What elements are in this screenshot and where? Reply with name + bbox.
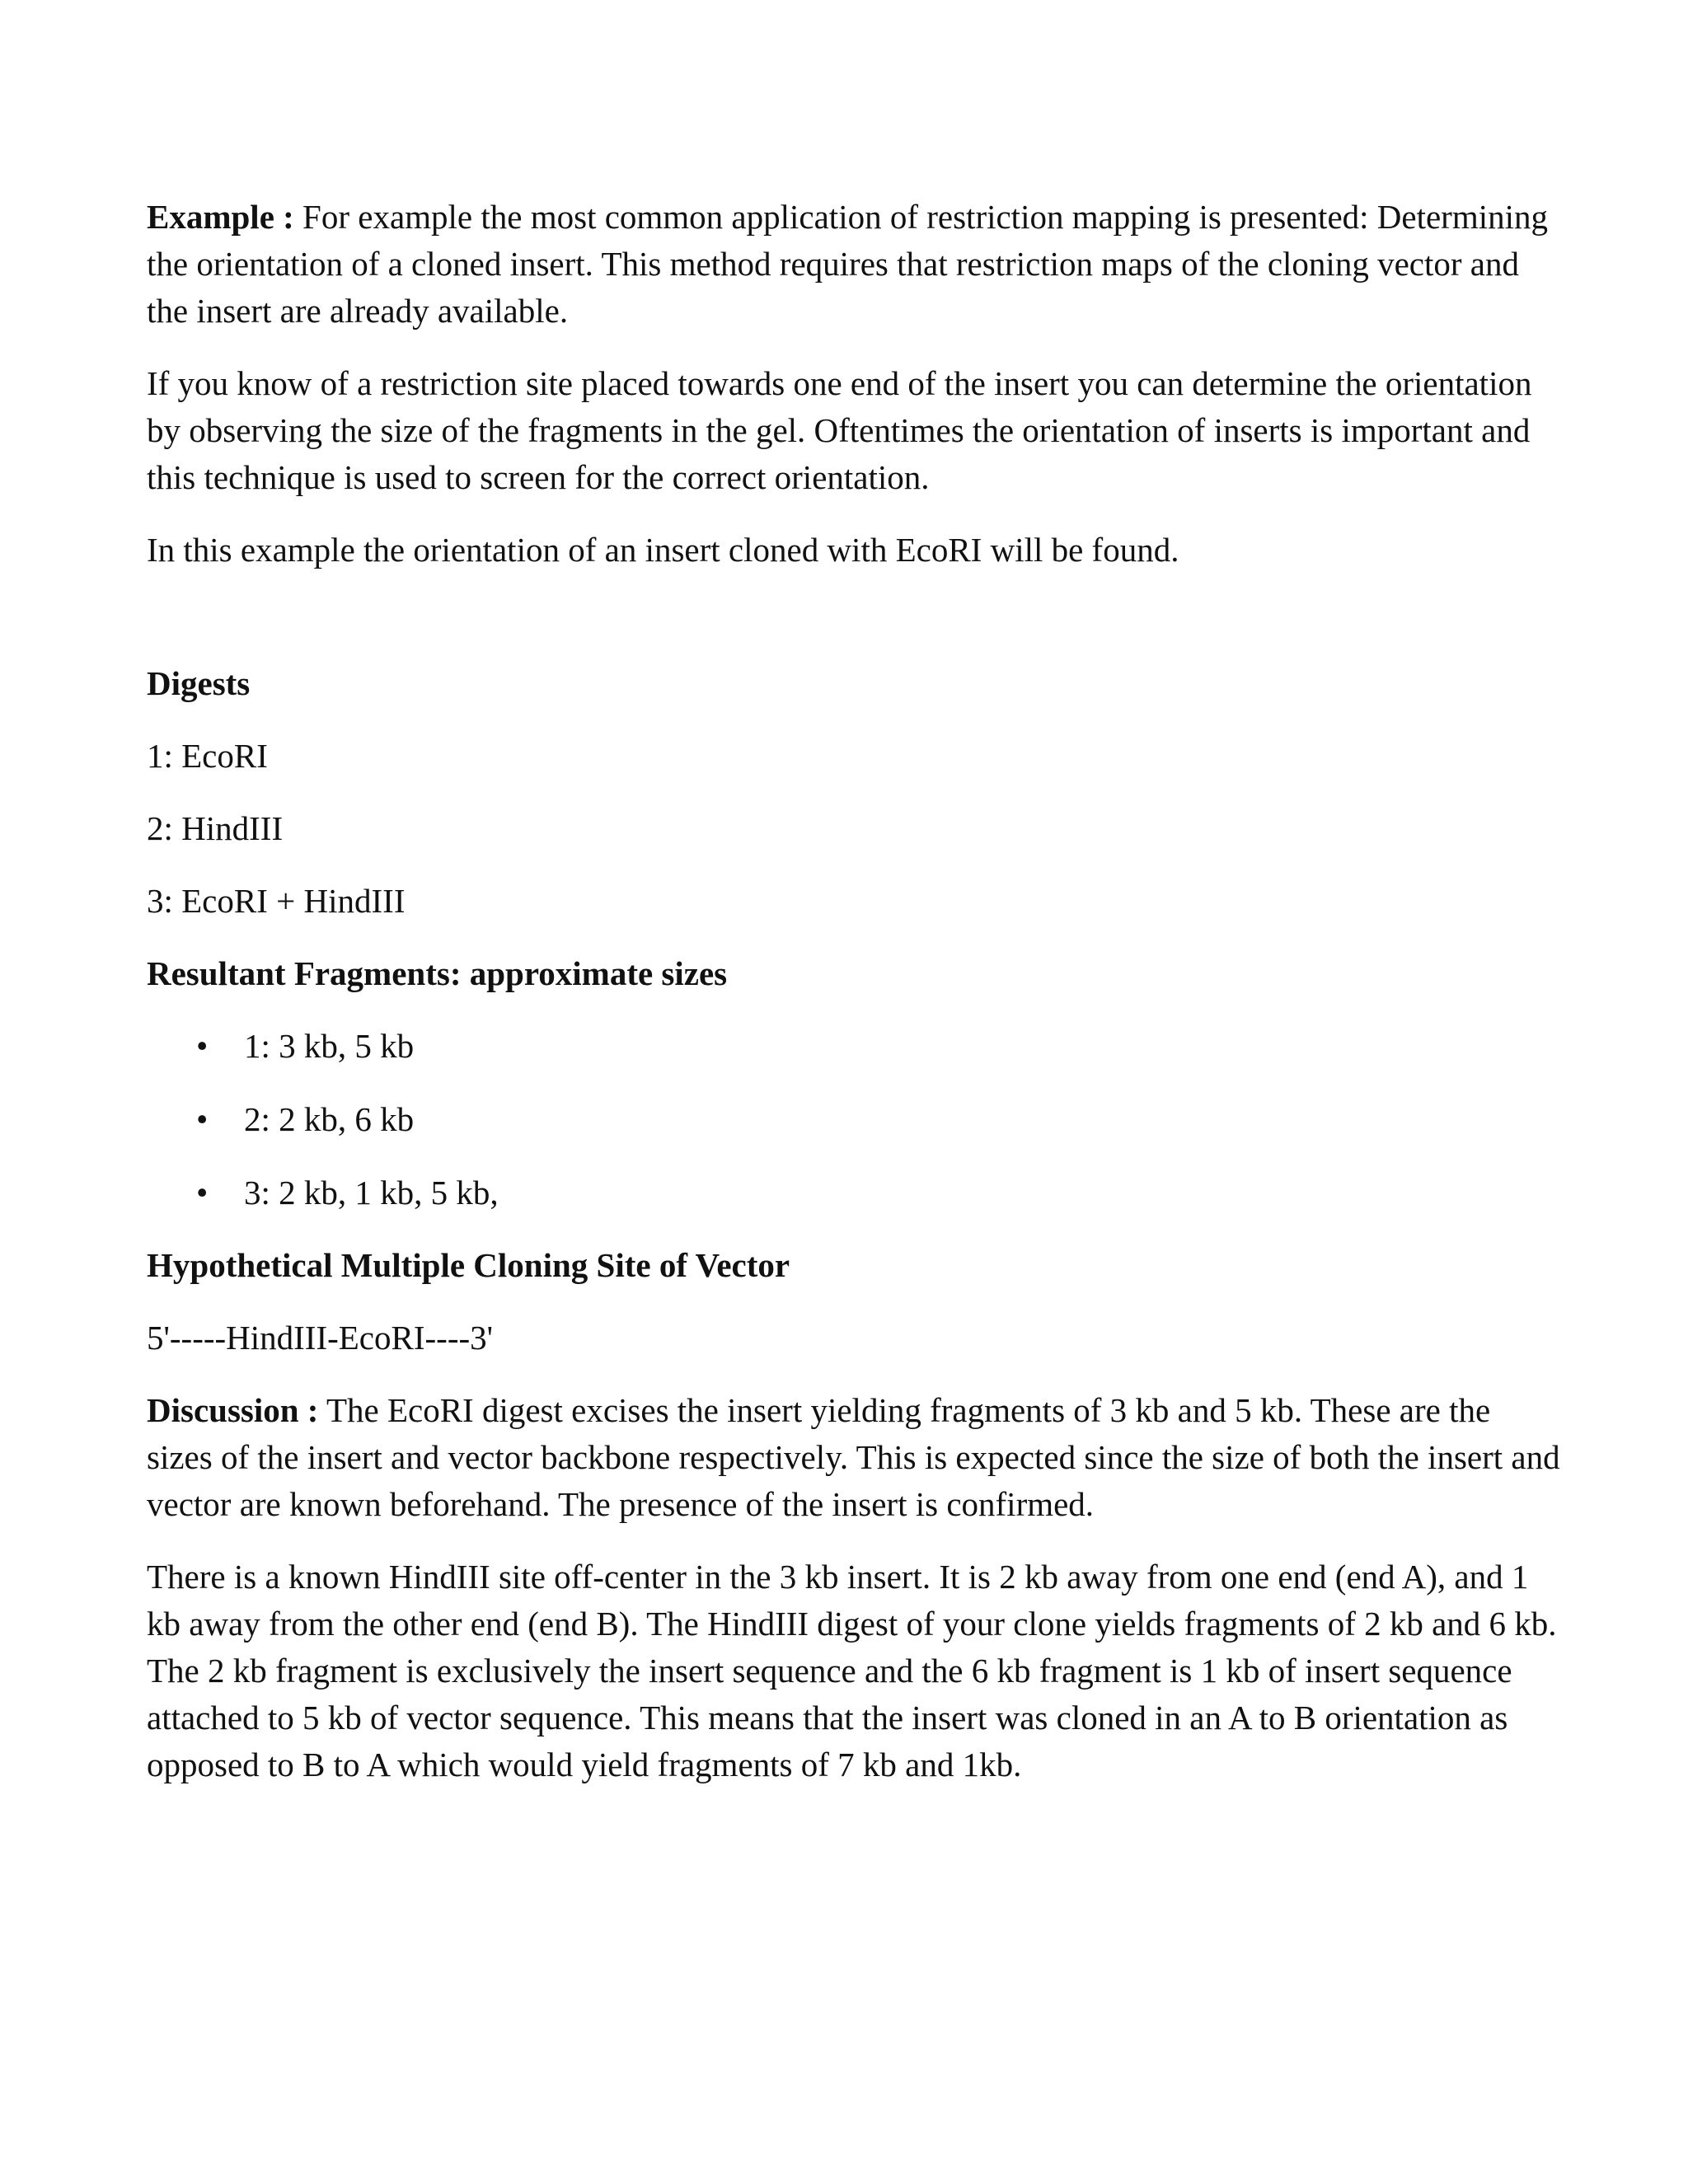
document-page: [147, 194, 1564, 1814]
cloning-site-heading: Hypothetical Multiple Cloning Site of Vector: [147, 1246, 790, 1284]
fragment-item-3: [147, 1169, 1564, 1216]
fragments-list: [147, 1023, 1564, 1216]
discussion-text: The EcoRI digest excises the insert yielding fragments of 3 kb and 5 kb. These are the sizes of the insert and vector backbone respectively. This is expected since the size of both the insert and vector are known beforehand. The presence of the insert is confirmed.: [147, 1391, 1560, 1523]
fragment-item-text: 3: 2 kb, 1 kb, 5 kb,: [244, 1174, 499, 1212]
fragment-item-text: 2: 2 kb, 6 kb: [244, 1100, 415, 1138]
hindiii-paragraph: There is a known HindIII site off-center in the 3 kb insert. It is 2 kb away from one end (end A), and 1 kb away from the other end (end B). The HindIII digest of your clone yields fragments of 2 kb and 6 kb. The 2 kb fragment is exclusively the insert sequence and the 6 kb fragment is 1 kb of insert sequence attached to 5 kb of vector sequence. This means that the insert was cloned in an A to B orientation as opposed to B to A which would yield fragments of 7 kb and 1kb.: [147, 1558, 1557, 1783]
fragment-item-text: 1: 3 kb, 5 kb: [244, 1027, 415, 1065]
bullet-icon: •: [196, 1174, 209, 1212]
example-paragraph: [147, 194, 1564, 335]
digest-item-1: 1: EcoRI: [147, 737, 268, 775]
fragments-heading: Resultant Fragments: approximate sizes: [147, 954, 728, 992]
digests-heading: Digests: [147, 664, 251, 702]
fragment-item-2: [147, 1096, 1564, 1143]
discussion-label: Discussion :: [147, 1391, 319, 1429]
digest-item-2: 2: HindIII: [147, 809, 284, 847]
cloning-site-sequence: 5'-----HindIII-EcoRI----3': [147, 1319, 494, 1357]
example-label: Example :: [147, 198, 294, 236]
example-text: For example the most common application of restriction mapping is presented: Determining the orientation of a cloned insert. This method requires that restriction maps of the cloning vector and the insert are already available.: [147, 198, 1549, 330]
restriction-site-paragraph: If you know of a restriction site placed towards one end of the insert you can determine the orientation by observing the size of the fragments in the gel. Oftentimes the orientation of inserts is important and this technique is used to screen for the correct orientation.: [147, 364, 1532, 496]
bullet-icon: •: [196, 1100, 209, 1138]
ecori-paragraph: In this example the orientation of an insert cloned with EcoRI will be found.: [147, 531, 1179, 569]
digest-item-3: 3: EcoRI + HindIII: [147, 882, 406, 920]
fragment-item-1: [147, 1023, 1564, 1070]
discussion-paragraph: [147, 1387, 1564, 1528]
bullet-icon: •: [196, 1027, 209, 1065]
